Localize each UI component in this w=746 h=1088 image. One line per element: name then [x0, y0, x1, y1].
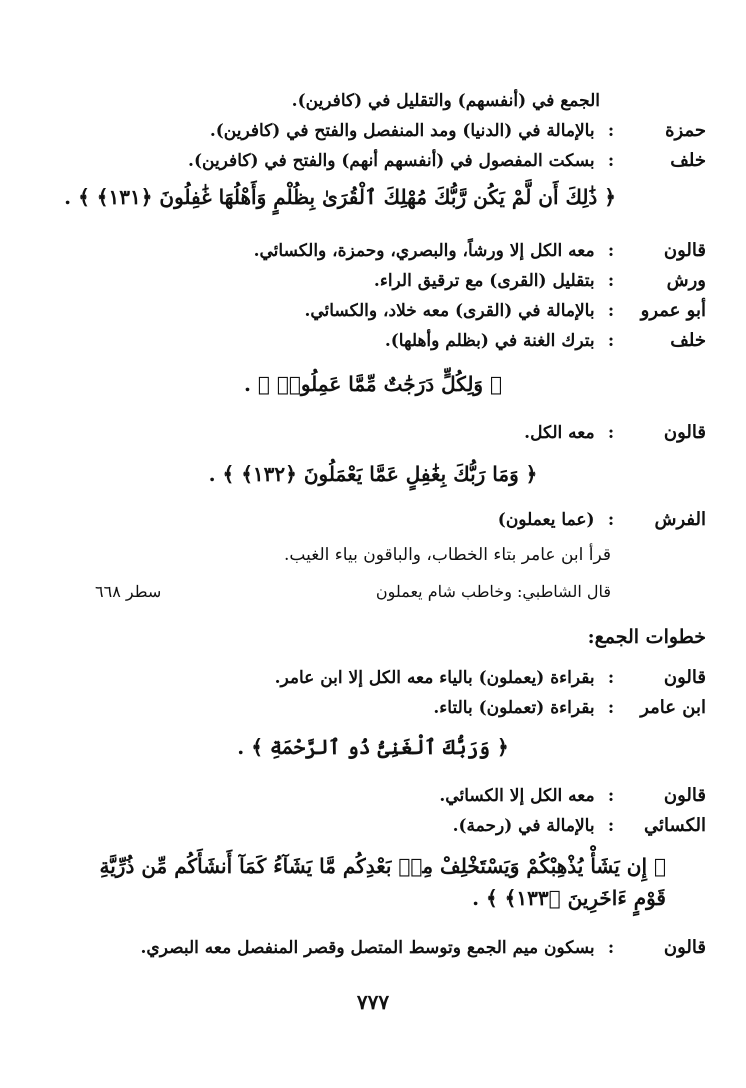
- entry-qalun: قالون: معه الكل.: [60, 420, 706, 446]
- entry-warsh: ورش: بتقليل (القرى) مع ترقيق الراء.: [60, 268, 706, 294]
- entry-label: قالون: [663, 667, 706, 688]
- quran-verse-1: ﴿ ذَٰلِكَ أَن لَّمْ يَكُن رَّبُّكَ مُهْلِكَ ٱلْقُرَىٰ بِظُلْمٍ وَأَهْلُهَا غَٰفِلُونَ ﴿١٣١﴾ ﴾ .: [64, 185, 616, 209]
- entry-text: معه الكل إلا ورشاً، والبصري، وحمزة، والكسائي.: [253, 241, 595, 261]
- entry-label: ورش: [666, 270, 706, 291]
- farsh-note: قرأ ابن عامر بتاء الخطاب، والباقون بياء الغيب.: [284, 545, 611, 565]
- entry-text: بترك الغنة في (بظلم وأهلها).: [384, 331, 595, 351]
- line-reference: سطر ٦٦٨: [95, 582, 162, 601]
- entry-text: بتقليل (القرى) مع ترقيق الراء.: [373, 271, 595, 291]
- entry-label: حمزة: [665, 120, 706, 141]
- entry-label: الكسائي: [644, 815, 706, 836]
- quran-verse-3: ﴿ وَمَا رَبُّكَ بِغَٰفِلٍ عَمَّا يَعْمَلُونَ ﴿١٣٢﴾ ﴾ .: [208, 462, 538, 486]
- entry-qalun: قالون: معه الكل إلا ورشاً، والبصري، وحمزة، والكسائي.: [60, 238, 706, 264]
- entry-label: ابن عامر: [640, 697, 706, 718]
- entry-label: أبو عمرو: [640, 300, 706, 321]
- entry-khalaf: خلف: بترك الغنة في (بظلم وأهلها).: [60, 328, 706, 354]
- entry-text: بالإمالة في (القرى) معه خلاد، والكسائي.: [304, 301, 595, 321]
- entry-text: بقراءة (تعملون) بالتاء.: [433, 698, 595, 718]
- quran-verse-4: ﴿ وَرَبُّكَ ٱلْغَنِىُّ ذُو ٱلرَّحْمَةِ ﴾ .: [237, 735, 509, 759]
- entry-label: خلف: [670, 330, 706, 351]
- entry-text: بالإمالة في (رحمة).: [452, 816, 595, 836]
- entry-label: قالون: [663, 240, 706, 261]
- entry-khalaf: خلف: بسكت المفصول في (أنفسهم أنهم) والفتح في (كافرين).: [60, 148, 706, 174]
- entry-qalun: قالون: معه الكل إلا الكسائي.: [60, 783, 706, 809]
- entry-label: قالون: [663, 422, 706, 443]
- intro-line: الجمع في (أنفسهم) والتقليل في (كافرين).: [291, 91, 600, 111]
- entry-text: بسكون ميم الجمع وتوسط المتصل وقصر المنفصل معه البصري.: [140, 938, 595, 958]
- entry-label: قالون: [663, 937, 706, 958]
- quran-verse-5: ﴿ إِن يَشَأْ يُذْهِبْكُمْ وَيَسْتَخْلِفْ مِنۢ بَعْدِكُم مَّا يَشَآءُ كَمَآ أَنشَأَكُم مِّن ذُرِّيَّةِ قَوْمٍ ءَاخَرِينَ ﴿١٣٣﴾ ﴾ .: [99, 854, 666, 910]
- entry-farsh: الفرش: (عما يعملون): [60, 507, 706, 533]
- entry-text: بالإمالة في (الدنيا) ومد المنفصل والفتح في (كافرين).: [209, 121, 595, 141]
- entry-qalun: قالون: بسكون ميم الجمع وتوسط المتصل وقصر المنفصل معه البصري.: [60, 935, 706, 961]
- entry-label: خلف: [670, 150, 706, 171]
- entry-label: قالون: [663, 785, 706, 806]
- entry-text: معه الكل إلا الكسائي.: [439, 786, 595, 806]
- entry-label: الفرش: [654, 509, 706, 530]
- entry-qalun: قالون: بقراءة (يعملون) بالياء معه الكل إلا ابن عامر.: [60, 665, 706, 691]
- entry-ibn-amir: ابن عامر: بقراءة (تعملون) بالتاء.: [60, 695, 706, 721]
- entry-kisai: الكسائي: بالإمالة في (رحمة).: [60, 813, 706, 839]
- entry-text: بسكت المفصول في (أنفسهم أنهم) والفتح في (كافرين).: [188, 151, 595, 171]
- steps-heading: خطوات الجمع:: [587, 626, 706, 648]
- shatibi-quote: قال الشاطبي: وخاطب شام يعملون: [375, 582, 611, 601]
- entry-text: (عما يعملون): [497, 510, 595, 530]
- entry-text: معه الكل.: [524, 423, 595, 443]
- entry-abu-amr: أبو عمرو: بالإمالة في (القرى) معه خلاد، والكسائي.: [60, 298, 706, 324]
- entry-text: بقراءة (يعملون) بالياء معه الكل إلا ابن عامر.: [274, 668, 595, 688]
- page-number: ٧٧٧: [356, 990, 390, 1014]
- quran-verse-2: ﴿ وَلِكُلٍّ دَرَجَٰتٌ مِّمَّا عَمِلُوا۟ ﴾ .: [243, 372, 503, 396]
- entry-hamza: حمزة: بالإمالة في (الدنيا) ومد المنفصل والفتح في (كافرين).: [60, 118, 706, 144]
